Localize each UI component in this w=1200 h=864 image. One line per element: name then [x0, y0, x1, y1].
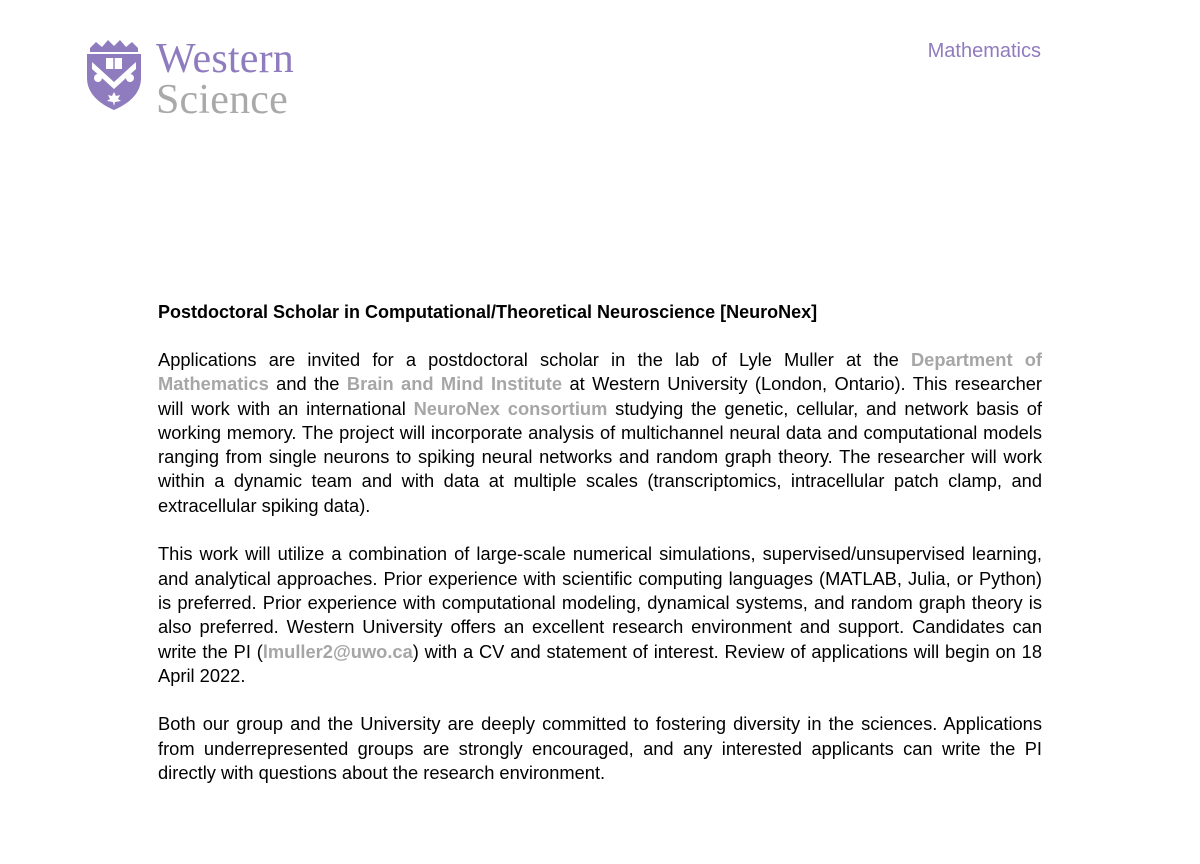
paragraph-overview — [158, 348, 1042, 518]
posting-title: Postdoctoral Scholar in Computational/Theoretical Neuroscience [NeuroNex] — [158, 302, 818, 322]
paragraph-text: at Western University (London, Ontario). This researcher will work with an international — [158, 373, 1043, 419]
paragraph-text: This work will utilize a combination of large-scale numerical simulations, supervised/unsupervised learning, and analytical approaches. Prior experience with scientific computing languages (MATLAB, Julia, or Python) is preferred. Prior experience with computational modeling, dynamical systems, and random graph theory is also preferred. Western University offers an excellent research environment and support. Candidates can write the PI ( — [158, 543, 1042, 662]
paragraph-text: ) with a CV and statement of interest. Review of applications will begin on 18 April 2022. — [158, 640, 1042, 686]
job-posting — [158, 300, 1042, 810]
western-science-logo — [84, 38, 294, 121]
paragraph-requirements — [158, 542, 1042, 688]
link-neuronex-consortium[interactable]: NeuroNex consortium — [413, 397, 608, 419]
department-label: Mathematics — [927, 40, 1041, 62]
paragraph-text: Applications are invited for a postdoctoral scholar in the lab of Lyle Muller at the — [158, 349, 911, 370]
paragraph-diversity: Both our group and the University are deeply committed to fostering diversity in the sciences. Applications from underrepresented groups are strongly encouraged, and any interested applicants can write the PI directly with questions about the research environment. — [158, 713, 1042, 784]
link-department-of-mathematics[interactable]: Department of Mathematics — [158, 349, 1042, 395]
western-crest-icon — [84, 38, 144, 112]
paragraph-text: studying the genetic, cellular, and network basis of working memory. The project will incorporate analysis of multichannel neural data and computational models ranging from single neurons to spiking neural networks and random graph theory. The researcher will work within a dynamic team and with data at multiple scales (transcriptomics, intracellular patch clamp, and extracellular spiking data). — [158, 397, 1042, 516]
link-pi-email[interactable]: lmuller2@uwo.ca — [262, 640, 413, 662]
logo-wordmark-science: Science — [156, 77, 288, 123]
paragraph-text: and the — [268, 373, 347, 395]
logo-wordmark-western: Western — [156, 36, 294, 82]
link-brain-and-mind-institute[interactable]: Brain and Mind Institute — [346, 373, 563, 395]
